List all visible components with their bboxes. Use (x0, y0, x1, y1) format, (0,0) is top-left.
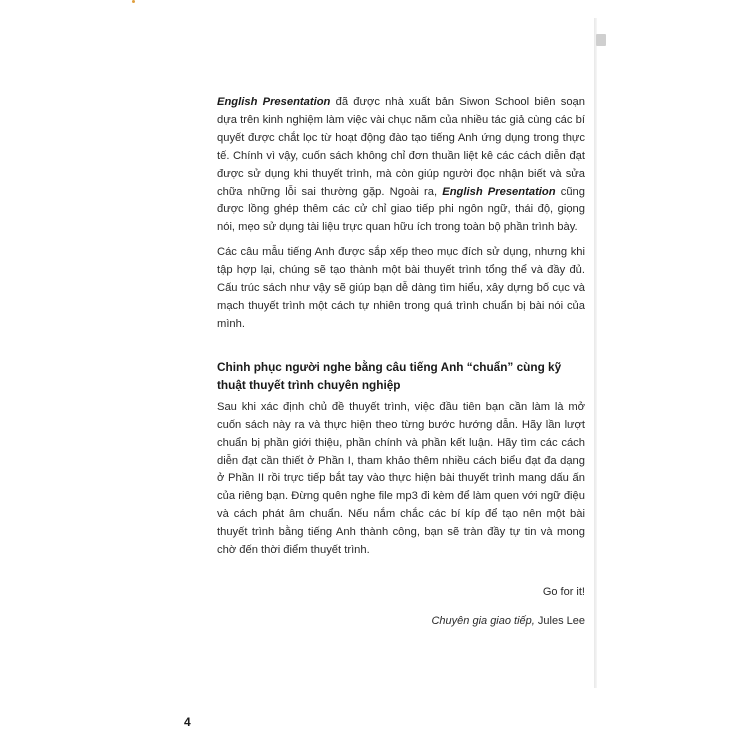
top-edge-mark (132, 0, 135, 3)
page-edge-shadow (594, 18, 597, 688)
intro-paragraph-1 (217, 94, 585, 237)
author-line (217, 613, 585, 631)
section-paragraph: Sau khi xác định chủ đề thuyết trình, việc đầu tiên bạn cần làm là mở cuốn sách này ra và thực hiện theo từng bước hướng dẫn. Hãy lần lượt chuẩn bị phần giới thiệu, phần chính và phần kết luận. Hãy tìm các cách diễn đạt cần thiết ở Phần I, tham khảo thêm nhiều cách biểu đạt đa dạng ở Phần II rồi trực tiếp bắt tay vào thực hiện bài thuyết trình mang dấu ấn của riêng bạn. Đừng quên nghe file mp3 đi kèm để làm quen với ngữ điệu và cách phát âm chuẩn. Nếu nắm chắc các bí kíp để tạo nên một bài thuyết trình bằng tiếng Anh thành công, bạn sẽ tràn đầy tự tin và mong chờ đến thời điểm thuyết trình. (217, 400, 585, 557)
section-heading: Chinh phục người nghe bằng câu tiếng Anh “chuẩn” cùng kỹ thuật thuyết trình chuyên nghiệp (217, 359, 562, 392)
page-content (217, 94, 585, 631)
book-title-emphasis-2: English Presentation (442, 185, 556, 198)
author-role: Chuyên gia giao tiếp, (431, 614, 538, 627)
signoff-text: Go for it! (542, 585, 585, 598)
corner-tab-mark (596, 34, 606, 46)
page-number: 4 (184, 715, 191, 729)
book-title-emphasis: English Presentation (217, 96, 331, 108)
intro-text-a: đã được nhà xuất bản Siwon School biên soạn dựa trên kinh nghiệm làm việc vài chục năm của nhiều tác giả cùng các bí quyết được chắt lọc từ hoạt động đào tạo tiếng Anh ứng dụng trong thực tế. Chính vì vậy, cuốn sách không chỉ đơn thuần liệt kê các cách diễn đạt được sử dụng khi thuyết trình, mà còn giúp người đọc nhận biết và sửa chữa những lỗi sai thường gặp. Ngoài ra, (217, 96, 585, 198)
author-name: Jules Lee (537, 614, 585, 627)
intro-paragraph-2: Các câu mẫu tiếng Anh được sắp xếp theo mục đích sử dụng, nhưng khi tập hợp lại, chúng sẽ tạo thành một bài thuyết trình tổng thể và đầy đủ. Cấu trúc sách như vậy sẽ giúp bạn dễ dàng tìm hiểu, xây dựng bố cục và mạch thuyết trình một cách tự nhiên trong quá trình chuẩn bị bài nói của mình. (217, 246, 585, 330)
intro-text-b: cũng được lồng ghép thêm các cử chỉ giao tiếp phi ngôn ngữ, thái độ, giọng nói, mẹo sử dụng tài liệu trực quan hữu ích trong toàn bộ phần trình bày. (217, 185, 585, 234)
